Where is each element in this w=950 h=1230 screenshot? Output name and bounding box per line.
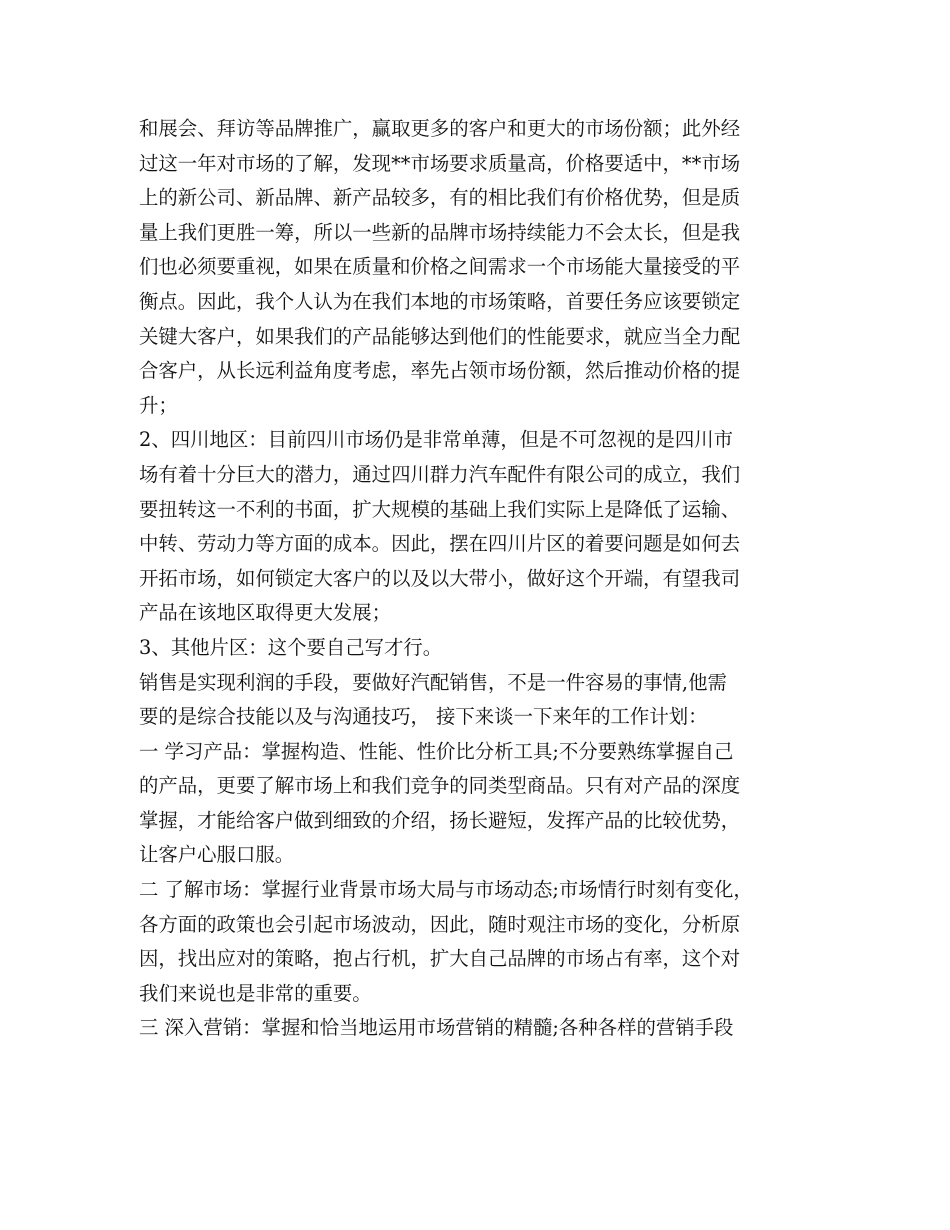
text-line: 掌握，才能给客户做到细致的介绍，扬长避短，发挥产品的比较优势， (139, 808, 741, 832)
text-line: 因，找出应对的策略，抱占行机，扩大自己品牌的市场占有率，这个对 (139, 947, 741, 971)
text-line: 们也必须要重视，如果在质量和价格之间需求一个市场能大量接受的平 (139, 255, 741, 279)
text-line: 过这一年对市场的了解，发现**市场要求质量高，价格要适中，**市场 (139, 151, 741, 175)
text-line: 衡点。因此，我个人认为在我们本地的市场策略，首要任务应该要锁定 (139, 289, 741, 313)
text-line: 关键大客户，如果我们的产品能够达到他们的性能要求，就应当全力配 (139, 324, 741, 348)
text-line: 各方面的政策也会引起市场波动，因此，随时观注市场的变化，分析原 (139, 912, 741, 936)
text-line: 上的新公司、新品牌、新产品较多，有的相比我们有价格优势，但是质 (139, 186, 741, 210)
text-line: 中转、劳动力等方面的成本。因此，摆在四川片区的着要问题是如何去 (139, 532, 741, 556)
text-line: 场有着十分巨大的潜力，通过四川群力汽车配件有限公司的成立，我们 (139, 462, 741, 486)
text-line: 我们来说也是非常的重要。 (139, 981, 372, 1005)
text-line: 一 学习产品：掌握构造、性能、性价比分析工具;不分要熟练掌握自己 (139, 739, 734, 763)
text-line: 和展会、拜访等品牌推广，赢取更多的客户和更大的市场份额；此外经 (139, 117, 741, 140)
text-line: 2、四川地区：目前四川市场仍是非常单薄，但是不可忽视的是四川市 (139, 428, 734, 452)
text-line: 开拓市场，如何锁定大客户的以及以大带小，做好这个开端，有望我司 (139, 566, 741, 590)
text-line: 量上我们更胜一筹，所以一些新的品牌市场持续能力不会太长，但是我 (139, 220, 741, 244)
text-line: 的产品，更要了解市场上和我们竞争的同类型商品。只有对产品的深度 (139, 774, 741, 798)
text-line: 二 了解市场：掌握行业背景市场大局与市场动态;市场情行时刻有变化， (139, 878, 753, 902)
text-line: 合客户，从长远利益角度考虑，率先占领市场份额，然后推动价格的提 (139, 359, 741, 383)
text-line: 三 深入营销：掌握和恰当地运用市场营销的精髓;各种各样的营销手段 (139, 1016, 734, 1040)
text-line: 销售是实现利润的手段，要做好汽配销售，不是一件容易的事情,他需 (139, 670, 727, 694)
document-body (139, 112, 839, 1046)
text-line: 3、其他片区：这个要自己写才行。 (139, 635, 443, 659)
text-line: 让客户心服口服。 (139, 843, 295, 867)
text-line: 升； (139, 393, 178, 417)
text-line: 要的是综合技能以及与沟通技巧， 接下来谈一下来年的工作计划： (139, 705, 708, 729)
text-line: 产品在该地区取得更大发展； (139, 601, 392, 625)
text-line: 要扭转这一不利的书面，扩大规模的基础上我们实际上是降低了运输、 (139, 497, 741, 521)
